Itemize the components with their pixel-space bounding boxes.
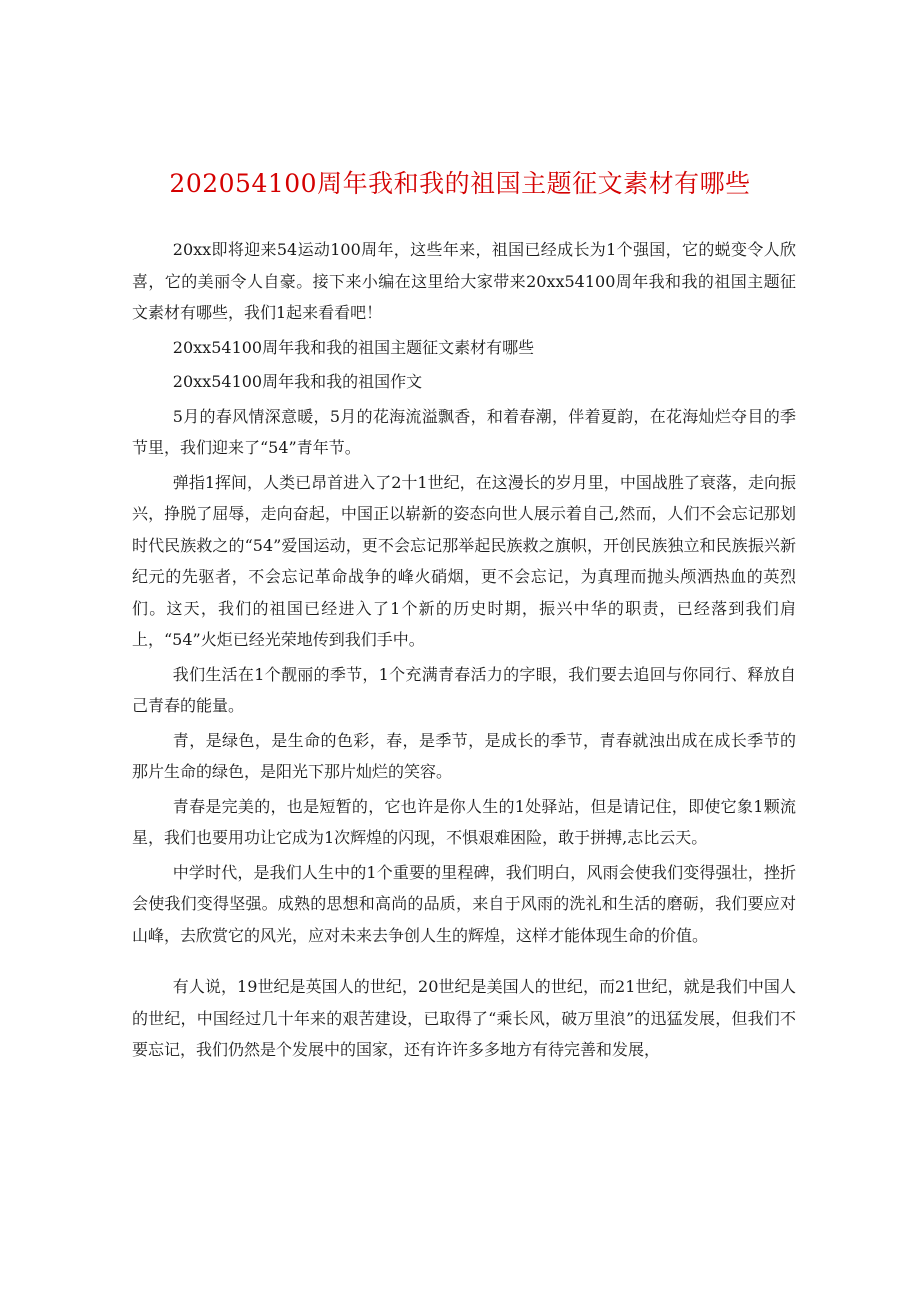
paragraph-school: 中学时代，是我们人生中的1个重要的里程碑，我们明白，风雨会使我们变得强壮，挫折会使我们变得坚强。成熟的思想和高尚的品质，来自于风雨的洗礼和生活的磨砺，我们要应对山峰，去欣赏它的风光，应对未来去争创人生的辉煌，这样才能体现生命的价值。 xyxy=(132,862,796,945)
paragraph-subtitle: 20xx54100周年我和我的祖国主题征文素材有哪些 xyxy=(172,337,535,357)
paragraph-essay-heading: 20xx54100周年我和我的祖国作文 xyxy=(172,372,423,391)
paragraph-history: 弹指1挥间，人类已昂首进入了2十1世纪，在这漫长的岁月里，中国战胜了衰落，走向振兴，挣脱了屈辱，走向奋起，中国正以崭新的姿态向世人展示着自己,然而，人们不会忘记那划时代民族救之的“54”爱国运动，更不会忘记那举起民族救之旗帜，开创民族独立和民族振兴新纪元的先驱者，不会忘记革命战争的峰火硝烟，更不会忘记，为真理而抛头颅洒热血的英烈们。这天，我们的祖国已经进入了1个新的历史时期，振兴中华的职责，已经落到我们肩上，“54”火炬已经光荣地传到我们手中。 xyxy=(132,472,796,649)
paragraph-century: 有人说，19世纪是英国人的世纪，20世纪是美国人的世纪，而21世纪，就是我们中国人的世纪，中国经过几十年来的艰苦建设，已取得了“乘长风，破万里浪”的迅猛发展，但我们不要忘记，我们仍然是个发展中的国家，还有许许多多地方有待完善和发展， xyxy=(132,977,796,1059)
page-title: 202054100周年我和我的祖国主题征文素材有哪些 xyxy=(169,169,751,198)
paragraph-intro: 20xx即将迎来54运动100周年，这些年来，祖国已经成长为1个强国，它的蜕变令人欣喜，它的美丽令人自豪。接下来小编在这里给大家带来20xx54100周年我和我的祖国主题征文素材有哪些，我们1起来看看吧！ xyxy=(132,240,796,322)
paragraph-season: 我们生活在1个靓丽的季节，1个充满青春活力的字眼，我们要去追回与你同行、释放自己青春的能量。 xyxy=(132,664,796,715)
paragraph-youth: 青春是完美的，也是短暂的，它也许是你人生的1处驿站，但是请记住，即使它象1颗流星，我们也要用功让它成为1次辉煌的闪现，不惧艰难困险，敢于拼搏,志比云天。 xyxy=(132,796,796,847)
paragraph-may: 5月的春风情深意暖，5月的花海流溢飘香，和着春潮，伴着夏韵，在花海灿烂夺目的季节里，我们迎来了“54”青年节。 xyxy=(132,406,796,457)
document-body xyxy=(132,234,796,1069)
paragraph-green: 青，是绿色，是生命的色彩，春，是季节，是成长的季节，青春就浊出成在成长季节的那片生命的绿色，是阳光下那片灿烂的笑容。 xyxy=(132,730,796,781)
